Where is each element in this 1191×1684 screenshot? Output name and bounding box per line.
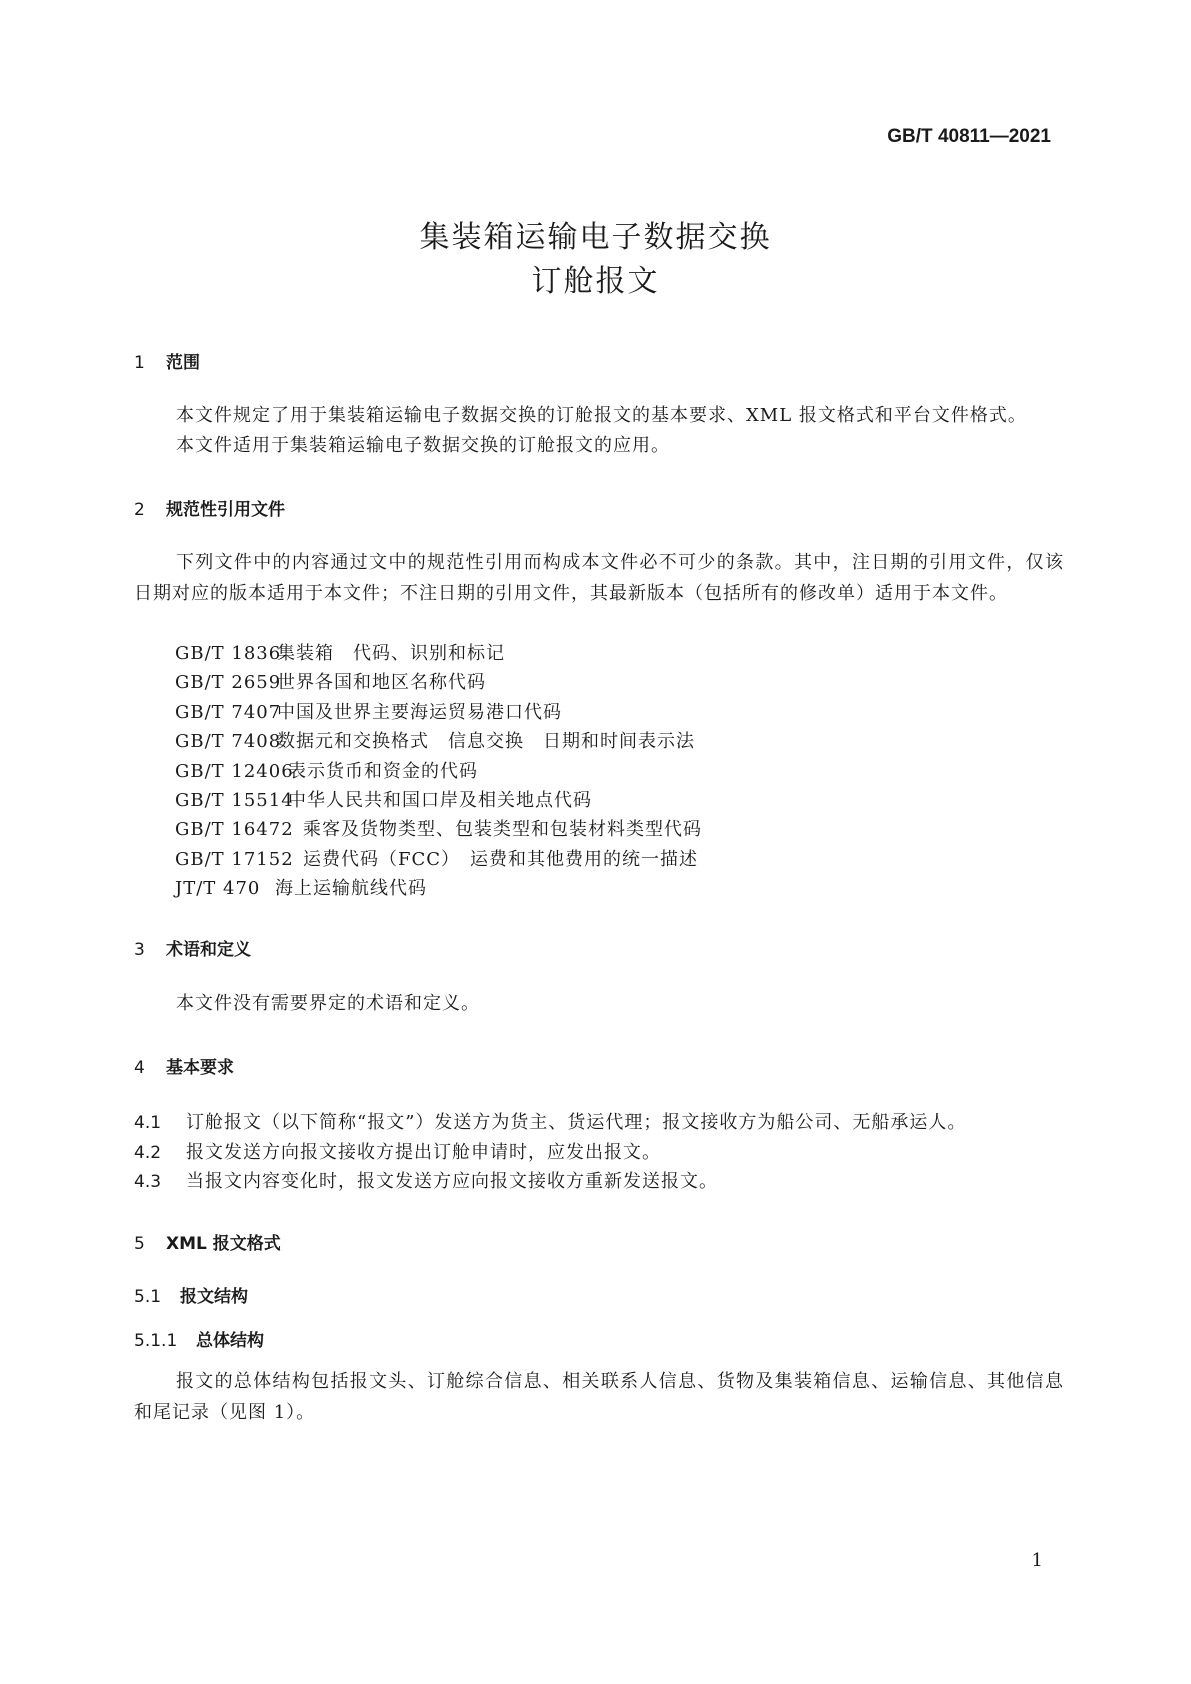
reference-item — [175, 845, 698, 871]
reference-code: GB/T 16472 — [175, 819, 294, 840]
requirement-item — [134, 1108, 966, 1134]
clause-number: 4.2 — [134, 1143, 162, 1163]
standard-number: GB/T 40811—2021 — [887, 126, 1051, 147]
reference-title: 海上运输航线代码 — [275, 878, 427, 899]
reference-title: 数据元和交换格式 信息交换 日期和时间表示法 — [277, 731, 695, 752]
reference-title: 集装箱 代码、识别和标记 — [277, 643, 505, 664]
reference-item — [175, 757, 478, 783]
clause-number: 4.1 — [134, 1113, 162, 1133]
clause-text: 订舱报文（以下简称“报文”）发送方为货主、货运代理；报文接收方为船公司、无船承运人。 — [186, 1112, 967, 1133]
section-4-heading — [134, 1053, 234, 1078]
section-2-heading — [134, 495, 285, 520]
reference-item — [175, 727, 695, 753]
section-title: XML 报文格式 — [166, 1234, 281, 1254]
clause-text: 报文发送方向报文接收方提出订舱申请时，应发出报文。 — [186, 1142, 661, 1163]
section-title: 范围 — [166, 353, 200, 373]
reference-code: GB/T 7408 — [175, 731, 282, 752]
section-5-heading — [134, 1229, 281, 1254]
subsection-number: 5.1.1 — [134, 1331, 178, 1351]
reference-title: 乘客及货物类型、包装类型和包装材料类型代码 — [303, 819, 702, 840]
reference-code: GB/T 12406 — [175, 761, 294, 782]
reference-item — [175, 698, 562, 724]
section-1-heading — [134, 348, 200, 373]
subsection-5-1-1-heading — [134, 1326, 264, 1351]
section-number: 5 — [134, 1234, 145, 1254]
reference-item — [175, 874, 427, 900]
clause-text: 当报文内容变化时，报文发送方应向报文接收方重新发送报文。 — [186, 1171, 718, 1192]
section-title: 基本要求 — [166, 1058, 234, 1078]
reference-title: 运费代码（FCC） 运费和其他费用的统一描述 — [303, 849, 699, 870]
reference-code: GB/T 17152 — [175, 849, 294, 870]
clause-number: 4.3 — [134, 1172, 162, 1192]
reference-item — [175, 786, 592, 812]
page-number: 1 — [1031, 1550, 1043, 1571]
section-3-heading — [134, 935, 251, 960]
section-number: 3 — [134, 940, 145, 960]
section-title: 术语和定义 — [166, 940, 251, 960]
section-1-paragraph-2: 本文件适用于集装箱运输电子数据交换的订舱报文的应用。 — [176, 435, 670, 456]
reference-code: JT/T 470 — [175, 878, 261, 899]
reference-code: GB/T 15514 — [175, 790, 294, 811]
subsection-title: 总体结构 — [196, 1331, 264, 1351]
section-3-paragraph: 本文件没有需要界定的术语和定义。 — [176, 993, 480, 1014]
subsection-5-1-heading — [134, 1282, 248, 1307]
reference-item — [175, 639, 505, 665]
reference-item — [175, 668, 486, 694]
section-title: 规范性引用文件 — [166, 500, 285, 520]
reference-title: 表示货币和资金的代码 — [288, 761, 478, 782]
subsection-number: 5.1 — [134, 1287, 162, 1307]
section-number: 4 — [134, 1058, 145, 1078]
reference-code: GB/T 1836 — [175, 643, 282, 664]
section-number: 2 — [134, 500, 145, 520]
reference-code: GB/T 7407 — [175, 702, 282, 723]
section-2-intro: 下列文件中的内容通过文中的规范性引用而构成本文件必不可少的条款。其中，注日期的引用文件，仅该日期对应的版本适用于本文件；不注日期的引用文件，其最新版本（包括所有的修改单）适用于本文件。 — [134, 552, 1064, 604]
reference-item — [175, 815, 702, 841]
reference-title: 中华人民共和国口岸及相关地点代码 — [288, 790, 592, 811]
requirement-item — [134, 1138, 661, 1164]
section-1-paragraph-1: 本文件规定了用于集装箱运输电子数据交换的订舱报文的基本要求、XML 报文格式和平台文件格式。 — [176, 405, 1027, 426]
subsection-title: 报文结构 — [180, 1287, 248, 1307]
reference-title: 世界各国和地区名称代码 — [277, 672, 486, 693]
reference-title: 中国及世界主要海运贸易港口代码 — [277, 702, 562, 723]
subsection-5-1-1-paragraph: 报文的总体结构包括报文头、订舱综合信息、相关联系人信息、货物及集装箱信息、运输信息、其他信息和尾记录（见图 1）。 — [134, 1371, 1064, 1423]
section-number: 1 — [134, 353, 145, 373]
document-subtitle: 订舱报文 — [531, 264, 660, 299]
document-title: 集装箱运输电子数据交换 — [419, 220, 772, 255]
requirement-item — [134, 1167, 718, 1193]
reference-code: GB/T 2659 — [175, 672, 282, 693]
